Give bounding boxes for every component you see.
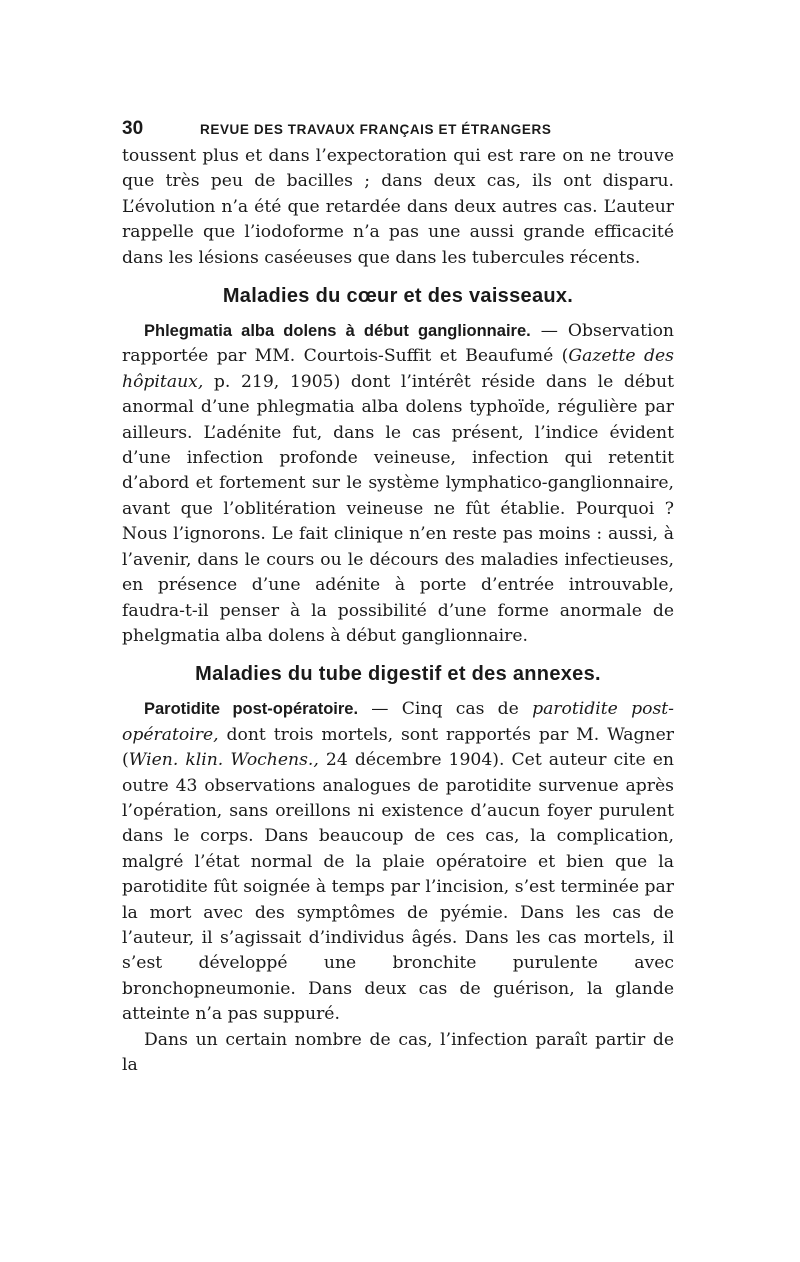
article-text: — Observation rapportée par MM. Courtois-Suffit et Beaufumé ( [122,321,675,367]
article-text: — Cinq cas de [358,699,533,720]
page-number: 30 [122,118,144,139]
paragraph-last: Dans un certain nombre de cas, l’infection paraît partir de la [122,1029,674,1075]
article-text: p. 219, 1905) dont l’intérêt réside dans le début anormal d’une phlegmatia alba dolens typhoïde, régulière par ailleurs. L’adénite fut, dans le cas présent, l’indice évident d’une infection profonde veineuse, infection qui retentit d’abord et fortement sur le système lymphatico-ganglionnaire, avant que l’oblitération veineuse ne fût établie. Pourquoi ? Nous l’ignorons. Le fait clinique n’en reste pas moins : aussi, à l’avenir, dans le cours ou le décours des maladies infectieuses, en présence d’une adénite à porte d’entrée introuvable, faudra-t-il penser à la possibilité d’une forme anormale de phelgmatia alba dolens à début ganglionnaire. [122,371,674,646]
paragraph-continuation: toussent plus et dans l’expectoration qui est rare on ne trouve que très peu de bacilles ; dans deux cas, ils ont disparu. L’évolution n’a été que retardée dans deux autres cas. L’auteur rappelle que l’iodoforme n’a pas une aussi grande efficacité dans les lésions caséeuses que dans les tubercules récents. [122,146,674,268]
running-head: REVUE DES TRAVAUX FRANÇAIS ET ÉTRANGERS [200,122,552,137]
section-title-digestive: Maladies du tube digestif et des annexes. [195,663,601,686]
article-parotidite [122,697,674,1027]
article-lead: Phlegmatia alba dolens à début ganglionnaire. [144,322,531,341]
article-term: parotidite post-opératoire, [122,699,674,745]
article-phlegmatia [122,319,674,649]
article-source: Wien. klin. Wochens., [128,750,319,771]
article-text: dont trois mortels, sont rapportés par M. Wagner ( [122,724,674,771]
page-header [122,118,674,144]
article-text: 24 décembre 1904). Cet auteur cite en outre 43 observations analogues de parotidite survenue après l’opération, sans oreillons ni existence d’aucun foyer purulent dans le corps. Dans beaucoup de ces cas, la complication, malgré l’état normal de la plaie opératoire et bien que la parotidite fût soignée à temps par l’incision, s’est terminée par la mort avec des symptômes de pyémie. Dans les cas de l’auteur, il s’agissait d’individus âgés. Dans les cas mortels, il s’est développé une bronchite purulente avec bronchopneumonie. Dans deux cas de guérison, la glande atteinte n’a pas suppuré. [122,750,674,1025]
article-source: Gazette des hôpitaux, [122,346,674,392]
section-title-heart-vessels: Maladies du cœur et des vaisseaux. [222,285,574,308]
article-lead: Parotidite post-opératoire. [144,700,359,719]
page [122,118,674,1078]
